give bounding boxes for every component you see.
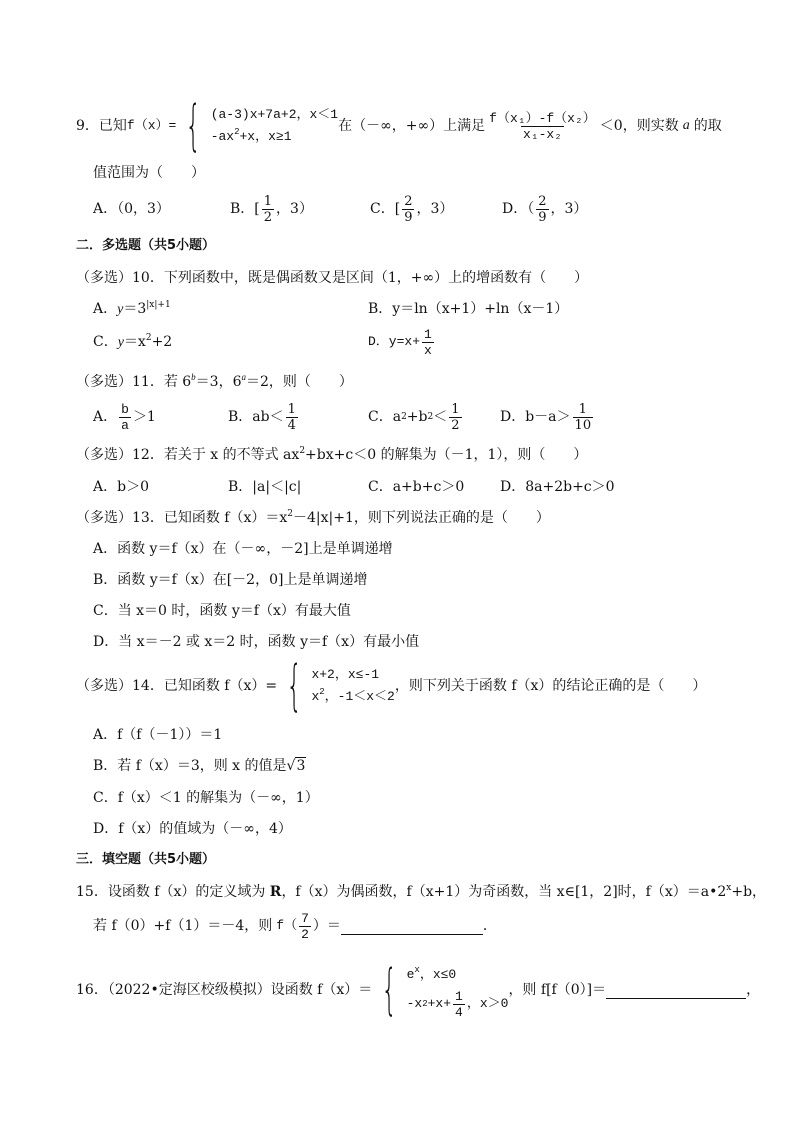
q14-option-d: D．f（x）的值域为（－∞，4）: [93, 821, 292, 837]
q13-option-d: D．当 x＝－2 或 x＝2 时，函数 y＝f（x）有最小值: [93, 634, 420, 650]
q11-option-a: A． $\frac{b}{a}$ ＞1: [93, 401, 156, 433]
q9-function-name: f（x）=: [126, 118, 177, 133]
q15-answer-blank[interactable]: [341, 918, 483, 935]
q12-option-b: B．|a|＜|c|: [228, 479, 302, 495]
question-15-line-1: 15．设函数 f（x）的定义域为 R，f（x）为偶函数，f（x+1）为奇函数，当 x∈[1，2]时，$f(x)=a•2^x+b$，: [76, 883, 767, 900]
q11-option-d: D．b－a＞ $\frac{1}{10}$: [500, 401, 592, 433]
question-9-stem: [76, 96, 722, 156]
q9-left-brace: {: [185, 94, 202, 157]
q13-option-b: B．函数 y＝f（x）在[－2，0]上是单调递增: [93, 572, 368, 588]
q10-option-a: A．$y=3^{|x|+1}$: [93, 300, 171, 317]
q9-mid-text: 在（－∞，+∞）上满足: [338, 118, 486, 134]
q11-option-c: C．a 2 +b 2 ＜ $\frac{1}{2}$: [368, 401, 460, 433]
q9-piecewise: [211, 104, 338, 148]
q9-option-a: A．（0，3）: [93, 201, 170, 217]
section-3-heading: 三．填空题（共5小题）: [76, 852, 216, 867]
q9-option-b: B．[ $\frac{1}{2}$ ，3）: [230, 193, 313, 225]
question-15-line-2: 若 f（0）+f（1）＝－4，则 f（ $\frac{7}{2}$ ）＝ ．: [93, 910, 497, 942]
q12-options: [93, 478, 615, 496]
question-13-stem: （多选）13．已知函数 $f(x)=x^2-4|x|+1$，则下列说法正确的是（ ）: [76, 509, 550, 526]
q14-piecewise: x+2，x≤-1 $x^2$，-1＜x＜2: [311, 667, 395, 704]
q14-option-c: C．f（x）＜1 的解集为（－∞，1）: [93, 790, 319, 806]
q12-option-d: D．8a+2b+c＞0: [500, 479, 615, 495]
q14-option-b: B．若 f（x）＝3，则 x 的值是√3: [93, 758, 306, 774]
q9-options: [93, 193, 588, 225]
q11-option-b: B．ab＜ $\frac{1}{4}$: [228, 401, 296, 433]
q16-piecewise: $e^x$，x≤0 -x 2 +x+ $\frac{1}{4}$ ，x＞0: [406, 964, 509, 1020]
q9-tail2: 的取: [693, 118, 722, 134]
q10-option-b: B．y＝ln（x+1）+ln（x－1）: [368, 301, 569, 317]
q16-left-brace: {: [381, 958, 398, 1021]
q12-option-c: C．a+b+c＞0: [368, 479, 465, 495]
q9-option-c: C．[ $\frac{2}{9}$ ，3）: [370, 193, 454, 225]
question-10-stem: （多选）10．下列函数中，既是偶函数又是区间（1，+∞）上的增函数有（ ）: [76, 270, 589, 286]
question-11-stem: （多选）11．若 $6^b=3$，$6^a=2$，则（ ）: [76, 372, 353, 390]
q11-options: [93, 400, 595, 434]
q14-option-a: A．f（f（－1））＝1: [93, 727, 223, 743]
q9-difference-quotient: $\frac{\text{f（x₁）-f（x₂）}}{\text{x₁-x₂}}$: [489, 110, 596, 142]
q9-prefix: 9．已知: [76, 118, 127, 134]
q9-stem-line2: 值范围为（ ）: [93, 165, 205, 181]
q13-option-c: C．当 x＝0 时，函数 y＝f（x）有最大值: [93, 603, 351, 619]
q12-option-a: A．b＞0: [93, 479, 149, 495]
q10-option-d: D．y=x+ $\frac{1}{x}$: [368, 326, 432, 358]
q9-piece-2: $-ax^2+x$，x≥1: [210, 127, 292, 144]
section-2-heading: 二．多选题（共5小题）: [76, 238, 216, 253]
question-14-stem: （多选）14．已知函数 f（x）= { x+2，x≤-1 $x^2$，-1＜x＜2 ，则下列关于函数 f（x）的结论正确的是（ ）: [76, 654, 707, 717]
q9-option-d: D．（ $\frac{2}{9}$ ，3）: [502, 193, 588, 225]
q9-var: a: [682, 118, 690, 133]
question-16-stem: 16．（2022•定海区校级模拟）设函数 f（x）＝ { $e^x$，x≤0 -x 2 +x+ $\frac{1}{4}$ ，x＞0 ，则 f[f（0）]＝ ，: [76, 958, 761, 1021]
q14-left-brace: {: [286, 654, 302, 717]
q9-piece-1: (a-3)x+7a+2，x＜1: [210, 107, 339, 122]
q13-option-a: A．函数 y＝f（x）在（－∞，－2]上是单调递增: [93, 541, 393, 557]
q16-answer-blank[interactable]: [606, 982, 746, 999]
q9-tail: ＜0，则实数: [599, 118, 679, 134]
q10-option-c: C．$y=x^2+2$: [93, 333, 173, 350]
question-12-stem: （多选）12．若关于 x 的不等式 $ax^2+bx+c<0$ 的解集为（－1，1），则（ ）: [76, 446, 588, 463]
